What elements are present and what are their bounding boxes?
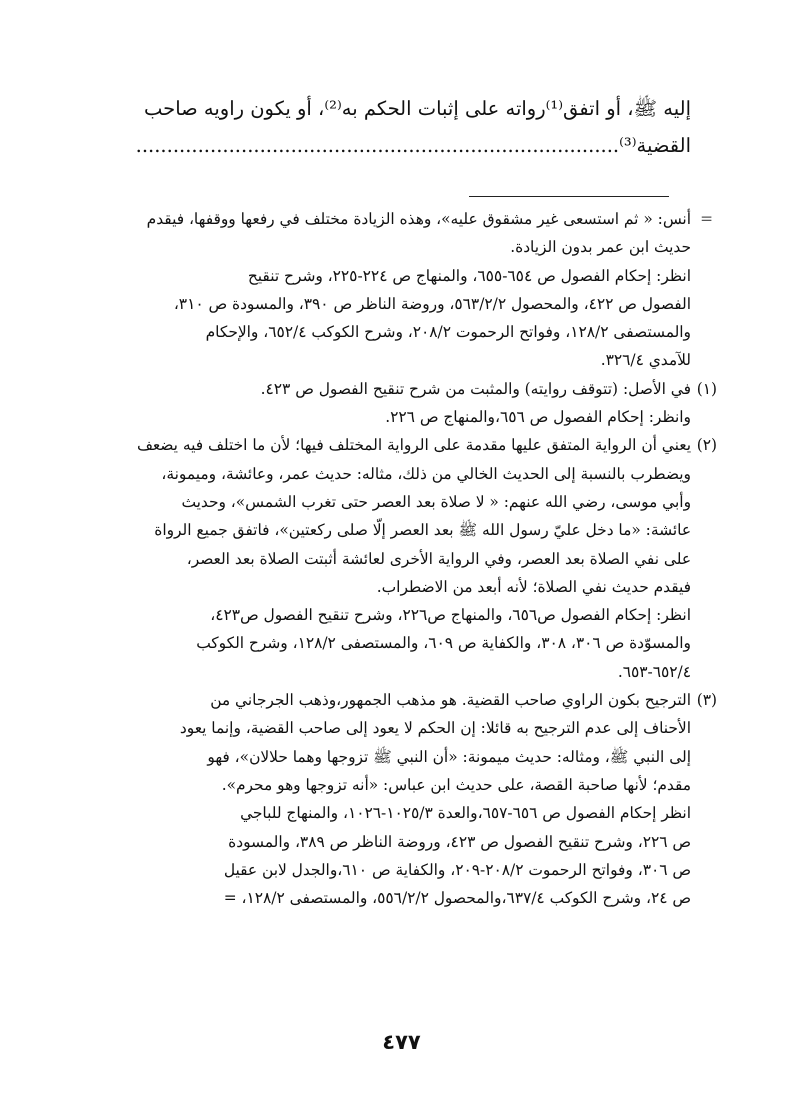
- footnote-line: في الأصل: (تتوقف روايته) والمثبت من شرح تنقيح الفصول ص ٤٢٣.: [260, 379, 691, 398]
- footnote-separator: [469, 196, 669, 197]
- footnote-line: والمسوّدة ص ٣٠٦، ٣٠٨، والكفاية ص ٦٠٩، والمستصفى ١٢٨/٢، وشرح الكوكب: [196, 634, 691, 653]
- footnote-line: ص ٣٠٦، وفواتح الرحموت ٢٠٨/٢-٢٠٩، والكفاية ص ٦١٠،والجدل لابن عقيل: [223, 860, 691, 879]
- footnote-line: حديث ابن عمر بدون الزيادة.: [510, 238, 691, 257]
- continuation-marker: =: [700, 210, 713, 228]
- footnote-line: انظر: إحكام الفصول ص ٦٥٤-٦٥٥، والمنهاج ص ٢٢٤-٢٢٥، وشرح تنقيح: [247, 266, 691, 285]
- footnote-number: (٢): [696, 436, 717, 455]
- footnote-line: الفصول ص ٤٢٢، والمحصول ٥٦٣/٢/٢، وروضة الناظر ص ٣٩٠، والمسودة ص ٣١٠،: [173, 294, 691, 313]
- footnote-line: عائشة: «ما دخل عليّ رسول الله ﷺ بعد العصر إلّا صلى ركعتين»، فاتفق جميع الرواة: [154, 521, 691, 540]
- footnote-line: إلى النبي ﷺ، ومثاله: حديث ميمونة: «أن النبي ﷺ تزوجها وهما حلالان»، فهو: [207, 747, 691, 766]
- footnotes: [103, 205, 717, 912]
- footnote-line: يعني أن الرواية المتفق عليها مقدمة على الرواية المختلف فيها؛ لأن ما اختلف فيه يضعف: [136, 436, 691, 455]
- footnote-line: انظر إحكام الفصول ص ٦٥٦-٦٥٧،والعدة ١٠٢٥/٣-١٠٢٦، والمنهاج للباجي: [240, 804, 691, 823]
- footnote-line: ص ٢٤، وشرح الكوكب ٦٣٧/٤،والمحصول ٥٥٦/٢/٢، والمستصفى ١٢٨/٢، =: [223, 889, 691, 908]
- footnote-line: ص ٢٢٦، وشرح تنقيح الفصول ص ٤٢٣، وروضة الناظر ص ٣٨٩، والمسودة: [228, 832, 691, 851]
- footnote-line: وأبي موسى، رضي الله عنهم: « لا صلاة بعد العصر حتى تغرب الشمس»، وحديث: [181, 492, 691, 511]
- footnote-line: للآمدي ٣٢٦/٤.: [600, 351, 691, 370]
- footnote-line: انظر: إحكام الفصول ص٦٥٦، والمنهاج ص٢٢٦، وشرح تنقيح الفصول ص٤٢٣،: [210, 606, 691, 625]
- footnote-3: [103, 686, 717, 912]
- footnote-line: الترجيح بكون الراوي صاحب القضية. هو مذهب الجمهور،وذهب الجرجاني من: [210, 691, 691, 710]
- footnote-line: على نفي الصلاة بعد العصر، وفي الرواية الأخرى لعائشة أثبتت الصلاة بعد العصر،: [186, 549, 691, 568]
- footnote-number: (١): [696, 379, 717, 398]
- footnote-continuation: [103, 205, 713, 375]
- main-text: [103, 90, 691, 164]
- footnote-line: والمستصفى ١٢٨/٢، وفواتح الرحموت ٢٠٨/٢، وشرح الكوكب ٦٥٢/٤، والإحكام: [205, 323, 691, 342]
- main-text-line: القضية⁽³⁾..............................................................................: [135, 134, 691, 157]
- footnote-number: (٣): [696, 691, 717, 710]
- page-number: ٤٧٧: [382, 1030, 421, 1054]
- footnote-2: [103, 431, 717, 686]
- footnote-line: وانظر: إحكام الفصول ص ٦٥٦،والمنهاج ص ٢٢٦.: [385, 408, 691, 427]
- footnote-line: الأحناف إلى عدم الترجيح به قائلا: إن الحكم لا يعود إلى صاحب القضية، وإنما يعود: [179, 719, 691, 738]
- footnote-line: فيقدم حديث نفي الصلاة؛ لأنه أبعد من الاضطراب.: [376, 577, 691, 596]
- footnote-1: [103, 375, 717, 432]
- footnote-line: ويضطرب بالنسبة إلى الحديث الخالي من ذلك، مثاله: حديث عمر، وعائشة، وميمونة،: [161, 464, 691, 483]
- footnote-line: ٦٥٢/٤-٦٥٣.: [617, 662, 691, 681]
- footnote-line: أنس: « ثم استسعى غير مشقوق عليه»، وهذه الزيادة مختلف في رفعها ووقفها، فيقدم: [146, 210, 691, 228]
- footnote-line: مقدم؛ لأنها صاحبة القصة، على حديث ابن عباس: «أنه تزوجها وهو محرم».: [221, 775, 691, 794]
- main-text-line: إليه ﷺ، أو اتفق⁽¹⁾رواته على إثبات الحكم به⁽²⁾، أو يكون راويه صاحب: [144, 97, 691, 120]
